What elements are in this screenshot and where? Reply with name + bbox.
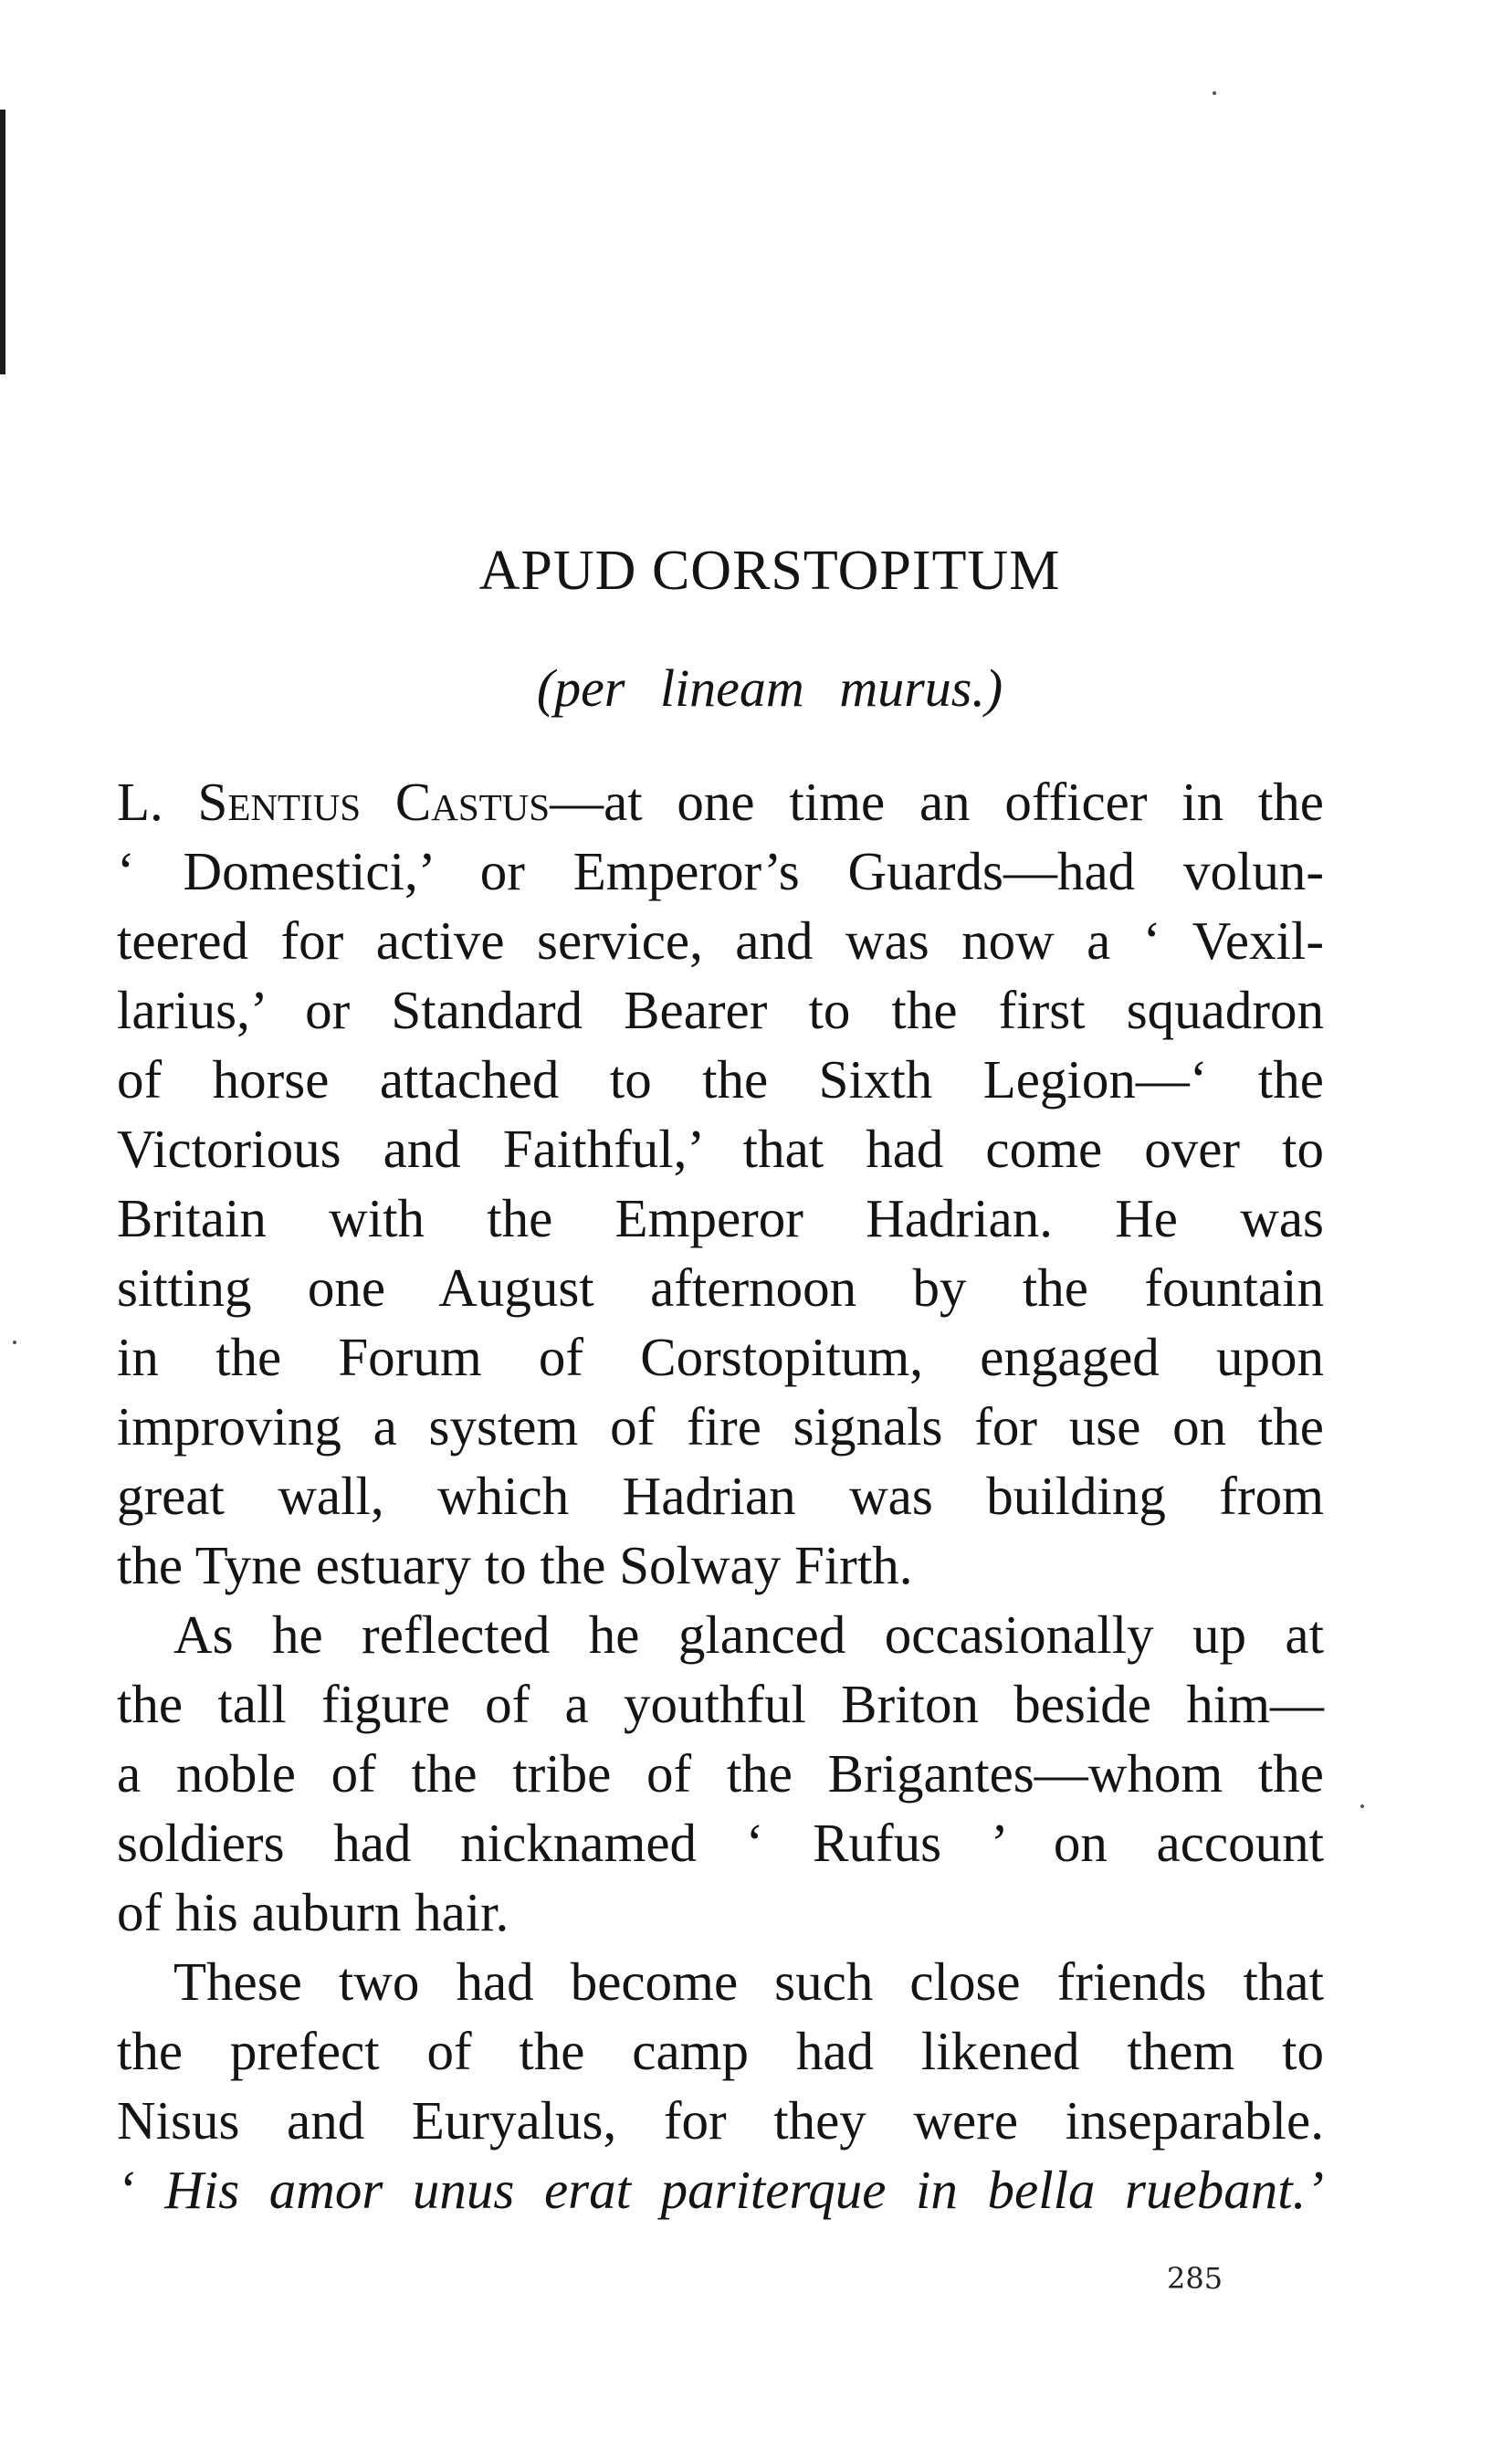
text-line: ‘ Domestici,’ or Emperor’s Guards—had volun- <box>117 841 1324 901</box>
text-line: of his auburn hair. <box>117 1882 509 1942</box>
paragraph-2 <box>117 1600 1324 1947</box>
scan-speck <box>13 1341 16 1344</box>
text-line: in the Forum of Corstopitum, engaged upon <box>117 1327 1324 1387</box>
text-line: larius,’ or Standard Bearer to the first squadron <box>117 980 1324 1040</box>
text-line: sitting one August afternoon by the fountain <box>117 1257 1324 1318</box>
text-line: These two had become such close friends that <box>173 1951 1324 2012</box>
text-line: teered for active service, and was now a ‘ Vexil- <box>117 910 1324 971</box>
text-line: great wall, which Hadrian was building from <box>117 1466 1324 1526</box>
text-line: Britain with the Emperor Hadrian. He was <box>117 1188 1324 1248</box>
scan-speck <box>1213 91 1216 95</box>
scan-edge-mark <box>0 110 5 374</box>
line-text: —at one time an officer in the <box>550 772 1324 832</box>
latin-quote-line: ‘ His amor unus erat pariterque in bella ruebant.’ <box>117 2160 1324 2220</box>
paragraph-3 <box>117 1947 1324 2224</box>
name-small-caps: L. Sentius Castus <box>117 772 551 832</box>
text-line: As he reflected he glanced occasionally up at <box>173 1604 1324 1665</box>
text-line: Victorious and Faithful,’ that had come over to <box>117 1119 1324 1179</box>
text-line: the tall figure of a youthful Briton beside him— <box>117 1674 1324 1734</box>
scan-speck <box>1360 1804 1364 1808</box>
text-line: a noble of the tribe of the Brigantes—whom the <box>117 1743 1324 1804</box>
text-line: soldiers had nicknamed ‘ Rufus ’ on account <box>117 1813 1324 1873</box>
text-line <box>117 767 1324 836</box>
text-line: of horse attached to the Sixth Legion—‘ the <box>117 1049 1324 1110</box>
paragraph-1 <box>117 767 1324 1600</box>
text-line: the prefect of the camp had likened them to <box>117 2021 1324 2081</box>
chapter-subtitle: (per lineam murus.) <box>536 658 1003 718</box>
text-line: the Tyne estuary to the Solway Firth. <box>117 1535 913 1595</box>
text-line: improving a system of fire signals for use on the <box>117 1396 1324 1457</box>
page-number: 285 <box>1167 2261 1223 2296</box>
chapter-title: APUD CORSTOPITUM <box>478 540 1061 602</box>
body-text <box>117 767 1324 2224</box>
text-line: Nisus and Euryalus, for they were inseparable. <box>117 2090 1324 2151</box>
